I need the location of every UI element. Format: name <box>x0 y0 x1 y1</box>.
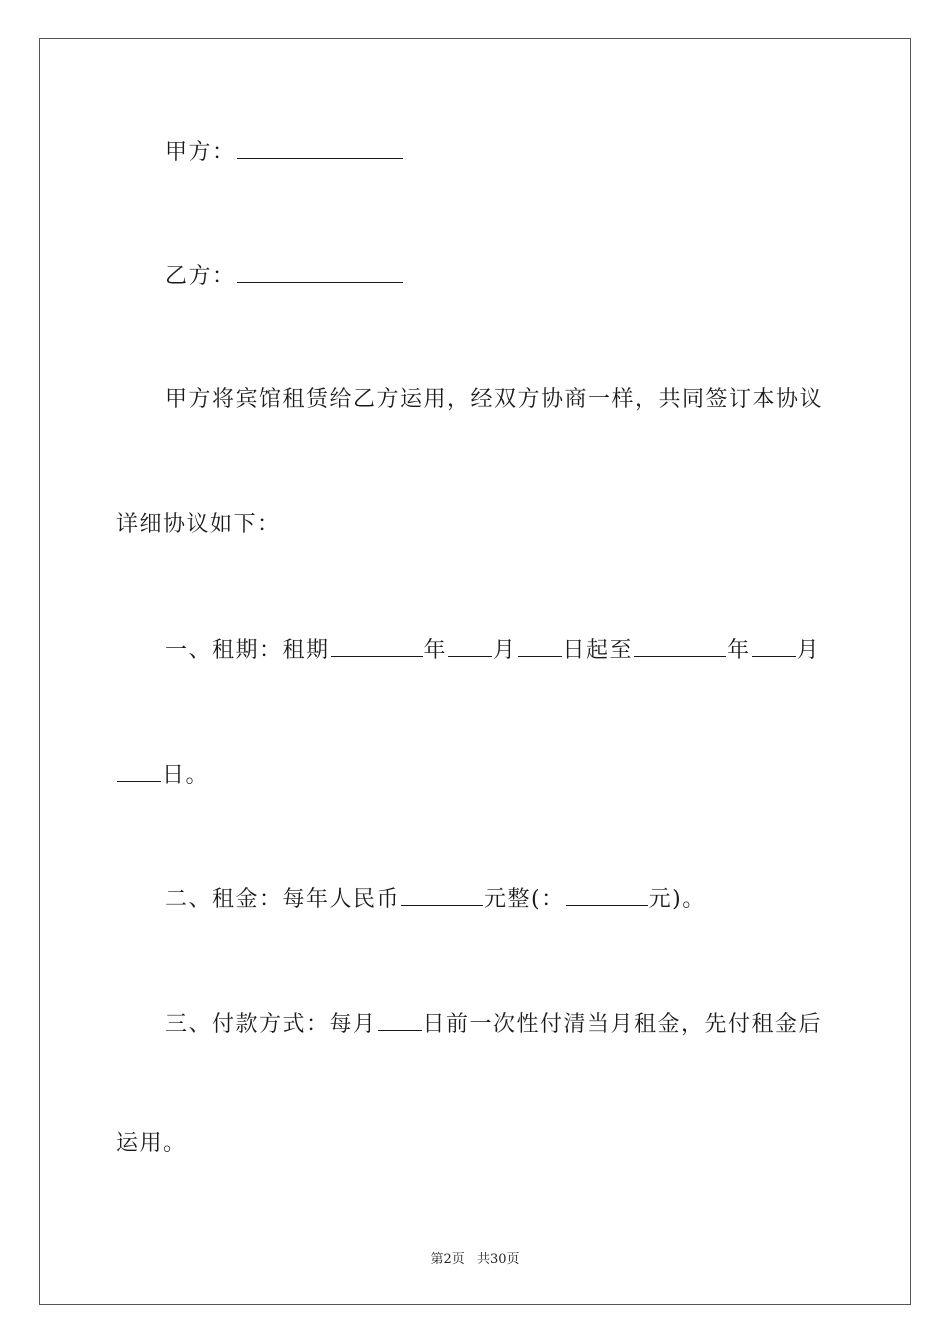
clause-1-end-day-blank <box>117 759 161 782</box>
clause-2-amount-blank <box>401 883 483 906</box>
intro-line-1 <box>165 385 823 415</box>
clause-1-start-day-blank <box>518 634 562 657</box>
clause-1-end-year-blank <box>634 634 726 657</box>
page-frame <box>39 38 911 1305</box>
footer-total-pages: 共30页 <box>476 1252 520 1267</box>
clause-2-line <box>165 883 706 915</box>
intro-text-1: 甲方将宾馆租赁给乙方运用，经双方协商一样，共同签订本协议 <box>165 387 824 412</box>
clause-1-end-month-blank <box>752 634 796 657</box>
clause-1-line-1 <box>165 634 820 666</box>
intro-text-2: 详细协议如下： <box>116 512 281 537</box>
clause-1-line-2-end: 日。 <box>162 763 210 788</box>
clause-3-mid: 日前一次性付清当月租金，先付租金后 <box>422 1012 823 1037</box>
party-b-line <box>165 260 404 292</box>
clause-2-numeric-blank <box>566 883 648 906</box>
clause-2-end: 元)。 <box>648 887 706 912</box>
clause-1-year-2: 年 <box>727 638 751 663</box>
clause-3-prefix: 三、付款方式：每月 <box>165 1012 377 1037</box>
clause-1-month-1: 月 <box>493 638 517 663</box>
party-a-line <box>165 136 404 168</box>
clause-1-line-2 <box>116 759 209 791</box>
footer-page-number: 第2页 <box>430 1252 465 1267</box>
clause-3-day-blank <box>378 1008 422 1031</box>
clause-1-start-year-blank <box>331 634 423 657</box>
clause-1-year-1: 年 <box>423 638 448 663</box>
clause-1-prefix: 一、租期：租期 <box>165 638 330 663</box>
clause-1-month-2: 月 <box>796 638 821 663</box>
page-footer <box>0 1248 950 1267</box>
intro-line-2 <box>116 510 281 540</box>
clause-1-start-month-blank <box>448 634 492 657</box>
party-b-label: 乙方： <box>165 264 236 289</box>
clause-3-line-2-text: 运用。 <box>116 1131 187 1156</box>
party-b-blank <box>237 260 403 283</box>
clause-2-mid: 元整(： <box>484 887 565 912</box>
clause-3-line-1 <box>165 1008 822 1040</box>
party-a-blank <box>237 136 403 159</box>
party-a-label: 甲方： <box>165 140 236 165</box>
clause-3-line-2 <box>116 1129 187 1159</box>
clause-2-prefix: 二、租金：每年人民币 <box>165 887 401 912</box>
clause-1-day-to: 日起至 <box>562 638 634 663</box>
